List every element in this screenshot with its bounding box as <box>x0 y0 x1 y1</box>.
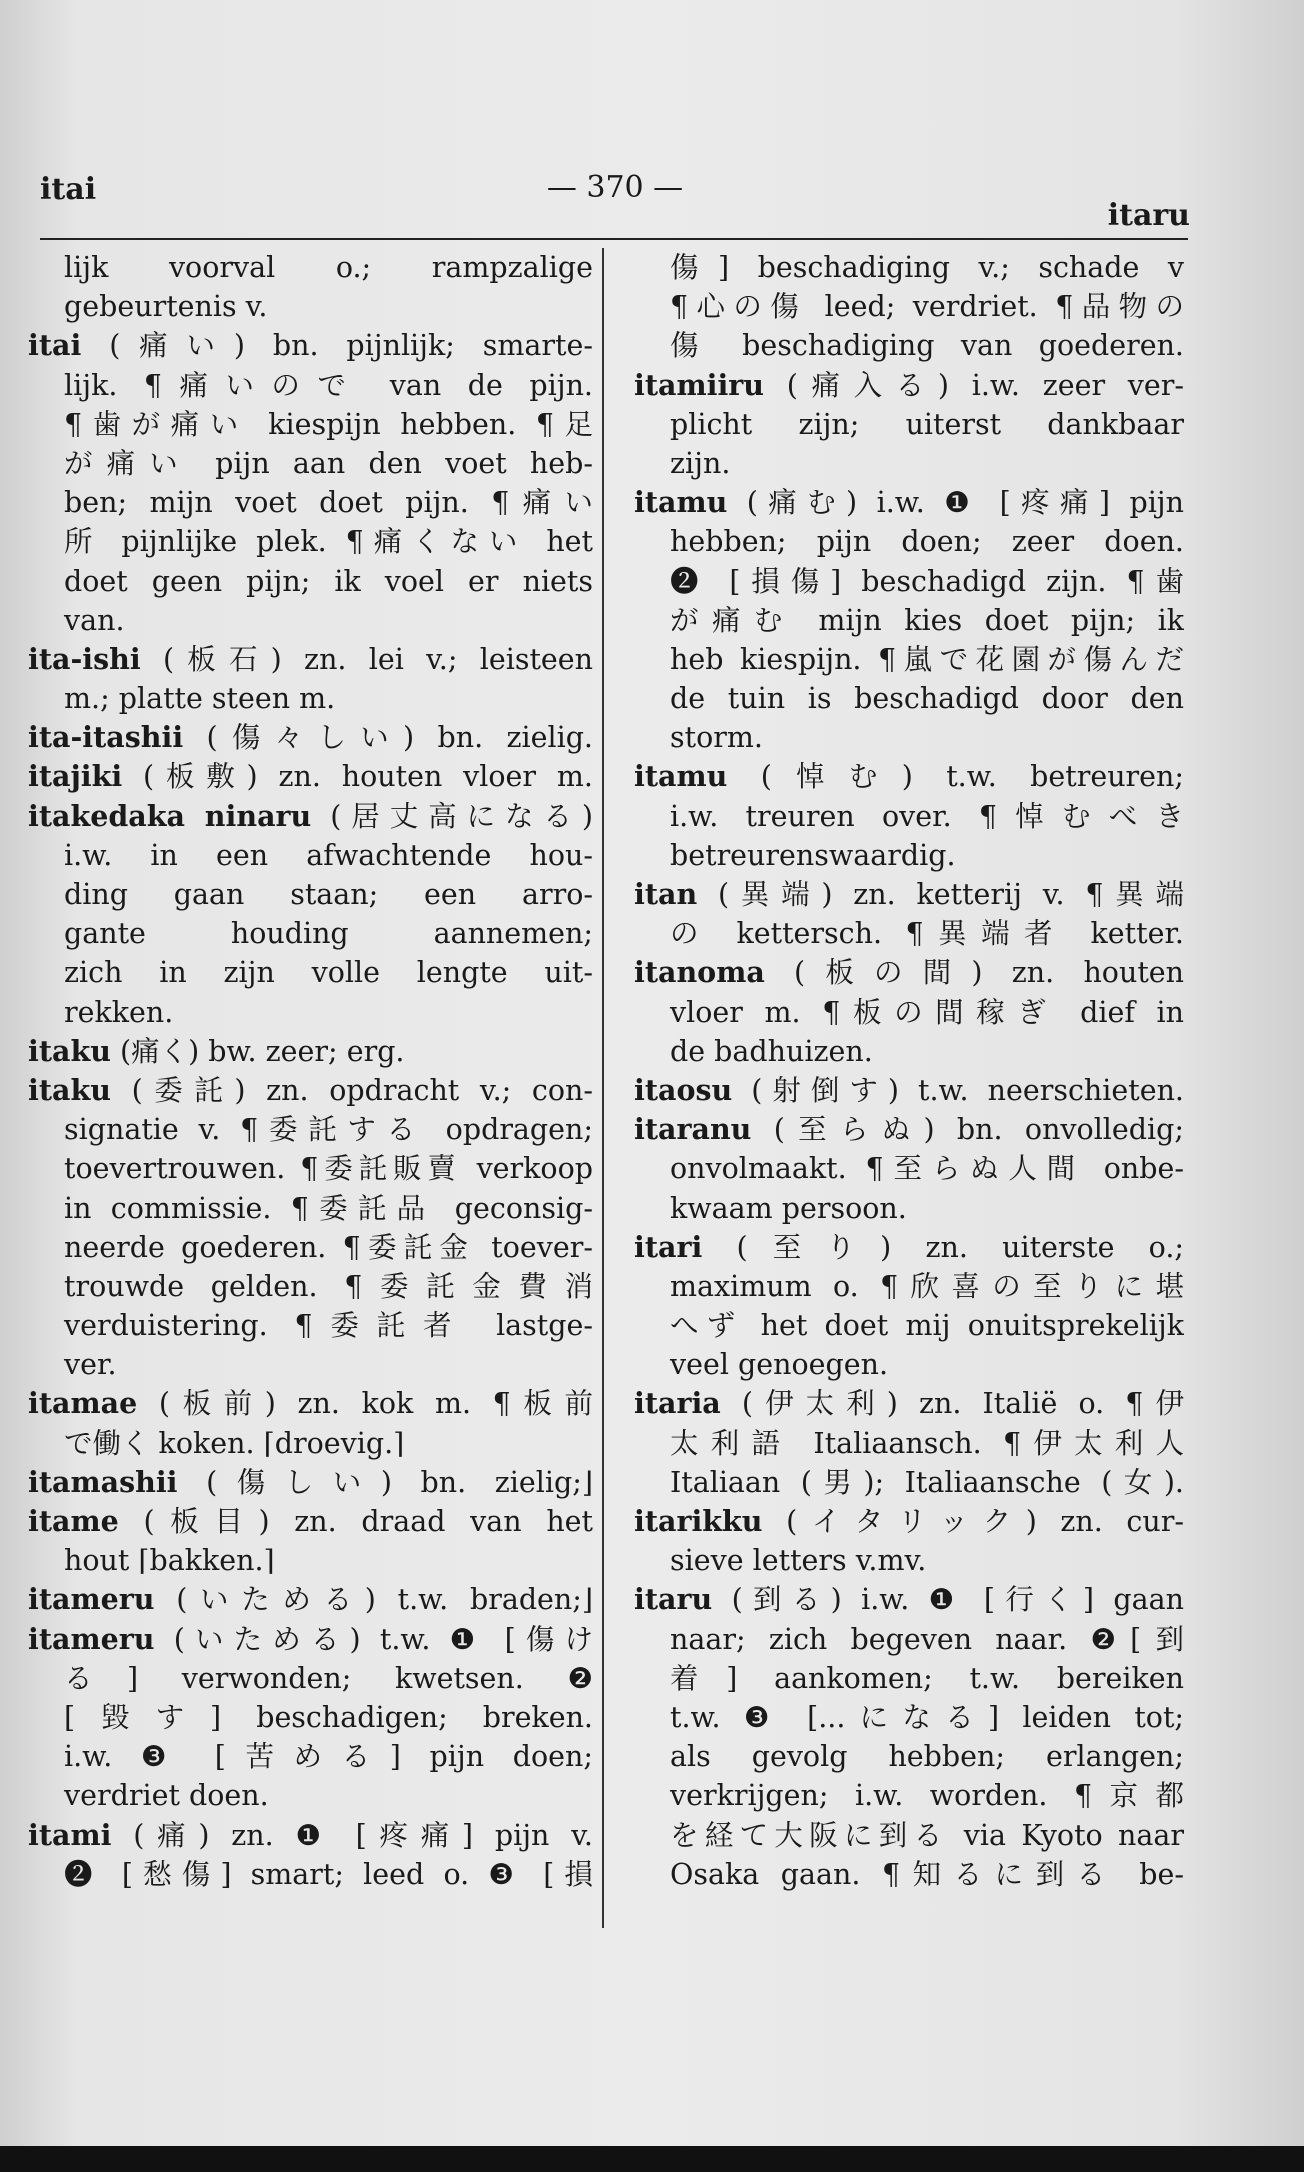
text-line <box>28 1698 593 1737</box>
left-guide-word: itai <box>40 172 97 207</box>
text-line <box>28 366 593 405</box>
headword: itajiki <box>28 759 123 794</box>
text-line <box>28 405 593 444</box>
headword: itan <box>634 877 698 911</box>
text-line <box>28 1110 593 1149</box>
entry-line <box>634 953 1184 992</box>
text-line <box>28 1424 593 1463</box>
headword: itai <box>28 328 82 363</box>
entry-text: kwaam persoon. <box>670 1191 907 1225</box>
entry-line <box>28 1502 593 1541</box>
text-line <box>634 1149 1184 1188</box>
text-line <box>634 601 1184 640</box>
headword: ita-itashii <box>28 720 184 755</box>
text-line <box>28 562 593 601</box>
entry-text: (痛く) bw. zeer; erg. <box>110 1034 405 1068</box>
right-column <box>634 248 1184 1894</box>
entry-text: (板石) zn. lei v.; leisteen <box>140 642 593 676</box>
entry-text: (いためる) t.w. braden;⌋ <box>154 1583 593 1617</box>
text-line <box>634 405 1184 444</box>
entry-text: lijk. ¶痛いので van de pijn. <box>64 368 593 402</box>
text-line <box>634 287 1184 326</box>
entry-line <box>28 718 593 757</box>
text-line <box>28 1659 593 1698</box>
text-line <box>28 1855 593 1894</box>
text-line <box>28 875 593 914</box>
entry-text: de badhuizen. <box>670 1034 873 1068</box>
entry-text: (委託) zn. opdracht v.; con- <box>110 1073 593 1107</box>
entry-text: neerde goederen. ¶委託金 toever- <box>64 1230 593 1264</box>
entry-text: storm. <box>670 721 763 755</box>
entry-text: lijk voorval o.; rampzalige <box>64 251 593 284</box>
headword: itarikku <box>634 1504 763 1538</box>
text-line <box>634 1306 1184 1345</box>
text-line <box>28 483 593 522</box>
headword: itakedaka ninaru <box>28 798 312 833</box>
text-line <box>28 1306 593 1345</box>
entry-line <box>28 1384 593 1423</box>
text-line <box>28 836 593 875</box>
entry-text: veel genoegen. <box>670 1348 889 1382</box>
entry-text: toevertrouwen. ¶委託販賣 verkoop <box>64 1152 593 1186</box>
text-line <box>28 1189 593 1228</box>
text-line <box>28 522 593 561</box>
entry-line <box>634 483 1184 522</box>
entry-text: へず het doet mij onuitsprekelijk <box>670 1309 1184 1343</box>
entry-text: (板の間) zn. houten <box>764 956 1184 990</box>
headword: itamae <box>28 1386 138 1421</box>
text-line <box>28 914 593 953</box>
entry-text: (痛い) bn. pijnlijk; smarte- <box>81 329 593 363</box>
entry-line <box>634 1384 1184 1423</box>
text-line <box>634 1267 1184 1306</box>
entry-text: が痛い pijn aan den voet heb- <box>64 446 593 480</box>
headword: itame <box>28 1504 119 1538</box>
text-line <box>28 953 593 992</box>
text-line <box>634 522 1184 561</box>
headword: ita-ishi <box>28 641 141 676</box>
entry-text: 太利語 Italiaansch. ¶伊太利人 <box>670 1426 1184 1460</box>
text-line <box>28 1776 593 1815</box>
page-header <box>40 160 1190 233</box>
entry-text: ben; mijn voet doet pijn. ¶痛い <box>64 486 593 520</box>
entry-text: で働く koken. ⌈droevig.⌉ <box>64 1426 405 1460</box>
headword: itami <box>28 1817 112 1852</box>
text-line <box>634 1855 1184 1894</box>
headword: itaranu <box>634 1112 752 1147</box>
text-line <box>28 993 593 1032</box>
text-line <box>634 640 1184 679</box>
entry-text: verduistering. ¶委託者 lastge- <box>64 1309 593 1343</box>
text-line <box>634 993 1184 1032</box>
text-line <box>28 1149 593 1188</box>
entry-text: の kettersch. ¶異端者 ketter. <box>670 917 1184 951</box>
entry-text: (痛入る) i.w. zeer ver- <box>764 368 1184 402</box>
text-line <box>634 1032 1184 1071</box>
entry-text: sieve letters v.mv. <box>670 1544 927 1578</box>
entry-text: gante houding aannemen; <box>64 917 593 951</box>
entry-text: als gevolg hebben; erlangen; <box>670 1740 1184 1774</box>
text-line <box>634 326 1184 365</box>
text-line <box>28 1737 593 1776</box>
headword: itaria <box>634 1386 721 1421</box>
text-line <box>28 601 593 640</box>
entry-line <box>28 757 593 796</box>
headword: itamiiru <box>634 367 765 402</box>
entry-line <box>634 1580 1184 1619</box>
entry-line <box>28 326 593 365</box>
text-line <box>634 1463 1184 1502</box>
headword: itaosu <box>634 1072 733 1107</box>
entry-line <box>28 640 593 679</box>
text-line <box>28 1228 593 1267</box>
headword: itamu <box>634 759 728 794</box>
entry-text: (板目) zn. draad van het <box>118 1505 593 1538</box>
text-line <box>634 1737 1184 1776</box>
entry-text: trouwde gelden. ¶委託金費消 <box>64 1269 593 1303</box>
entry-line <box>634 1502 1184 1541</box>
entry-text: (悼む) t.w. betreuren; <box>727 760 1184 794</box>
entry-text: t.w. ❸ [...になる] leiden tot; <box>670 1700 1184 1734</box>
entry-line <box>634 1110 1184 1149</box>
entry-text: [毀す] beschadigen; breken. <box>64 1700 593 1734</box>
headword: itamashii <box>28 1464 178 1499</box>
entry-line <box>28 1463 593 1502</box>
entry-text: rekken. <box>64 995 174 1029</box>
entry-line <box>634 875 1184 914</box>
entry-text: る] verwonden; kwetsen. ❷ <box>64 1661 593 1695</box>
entry-text: verkrijgen; i.w. worden. ¶京都 <box>670 1779 1184 1813</box>
entry-text: onvolmaakt. ¶至らぬ人間 onbe- <box>670 1152 1184 1186</box>
entry-text: betreurenswaardig. <box>670 838 956 872</box>
entry-text: i.w. treuren over. ¶悼むべき <box>670 799 1184 833</box>
text-line <box>28 287 593 326</box>
entry-text: (至らぬ) bn. onvolledig; <box>751 1113 1184 1147</box>
entry-text: 傷] beschadiging v.; schade v <box>670 251 1184 284</box>
text-line <box>28 248 593 287</box>
entry-text: 所 pijnlijke plek. ¶痛くない het <box>64 525 593 559</box>
text-line <box>634 718 1184 757</box>
text-line <box>634 797 1184 836</box>
entry-text: ¶心の傷 leed; verdriet. ¶品物の <box>670 290 1184 324</box>
entry-text: (痛) zn. ❶ [疼痛] pijn v. <box>111 1818 593 1852</box>
entry-text: (到る) i.w. ❶ [行く] gaan <box>712 1583 1184 1617</box>
entry-text: (傷しい) bn. zielig;⌋ <box>177 1465 593 1499</box>
entry-text: (いためる) t.w. ❶ [傷け <box>154 1622 593 1656</box>
entry-text: heb kiespijn. ¶嵐で花園が傷んだ <box>670 642 1184 676</box>
entry-text: (板前) zn. kok m. ¶板前 <box>137 1387 593 1421</box>
entry-text: (射倒す) t.w. neerschieten. <box>732 1073 1184 1107</box>
entry-text: de tuin is beschadigd door den <box>670 682 1184 716</box>
text-line <box>634 1189 1184 1228</box>
headword: itari <box>634 1229 703 1264</box>
entry-line <box>28 1580 593 1619</box>
entry-line <box>634 757 1184 796</box>
entry-text: doet geen pijn; ik voel er niets <box>64 564 593 598</box>
entry-line <box>28 1032 593 1071</box>
text-line <box>634 1659 1184 1698</box>
text-line <box>634 1620 1184 1659</box>
text-line <box>634 248 1184 287</box>
page-edge-shadow <box>0 2146 1304 2172</box>
text-line <box>634 1345 1184 1384</box>
entry-text: 傷 beschadiging van goederen. <box>670 329 1184 363</box>
entry-text: (居丈高になる) <box>311 799 593 833</box>
text-line <box>634 1424 1184 1463</box>
text-line <box>634 679 1184 718</box>
text-line <box>634 1698 1184 1737</box>
entry-text: (至り) zn. uiterste o.; <box>702 1230 1184 1264</box>
entry-text: in commissie. ¶委託品 geconsig- <box>64 1191 593 1225</box>
entry-text: m.; platte steen m. <box>64 682 336 716</box>
entry-line <box>28 1071 593 1110</box>
entry-text: naar; zich begeven naar. ❷[到 <box>670 1622 1184 1656</box>
entry-text: ver. <box>64 1348 117 1382</box>
right-guide-word: itaru <box>1107 198 1190 233</box>
entry-text: zich in zijn volle lengte uit- <box>64 956 593 990</box>
entry-text: i.w. ❸ [苦める] pijn doen; <box>64 1740 593 1774</box>
entry-text: i.w. in een afwachtende hou- <box>64 838 593 872</box>
entry-text: (異端) zn. ketterij v. ¶異端 <box>697 878 1184 911</box>
text-line <box>28 1267 593 1306</box>
entry-text: ❷ [愁傷] smart; leed o. ❸ [損 <box>64 1857 593 1891</box>
text-line <box>28 444 593 483</box>
entry-text: maximum o. ¶欣喜の至りに堪 <box>670 1269 1184 1303</box>
entry-text: zijn. <box>670 446 731 480</box>
text-line <box>634 444 1184 483</box>
text-line <box>28 679 593 718</box>
entry-text: を経て大阪に到る via Kyoto naar <box>670 1818 1184 1852</box>
entry-text: signatie v. ¶委託する opdragen; <box>64 1113 593 1147</box>
text-line <box>634 1776 1184 1815</box>
entry-text: Osaka gaan. ¶知るに到る be- <box>670 1857 1184 1891</box>
entry-line <box>28 797 593 836</box>
text-line <box>634 562 1184 601</box>
entry-text: (板敷) zn. houten vloer m. <box>122 760 593 794</box>
entry-text: (伊太利) zn. Italië o. ¶伊 <box>720 1387 1184 1421</box>
text-line <box>634 836 1184 875</box>
column-divider <box>602 248 604 1928</box>
text-line <box>634 1541 1184 1580</box>
text-line <box>28 1345 593 1384</box>
entry-text: 着] aankomen; t.w. bereiken <box>670 1661 1184 1695</box>
entry-text: vloer m. ¶板の間稼ぎ dief in <box>670 995 1184 1029</box>
text-line <box>634 1816 1184 1855</box>
entry-text: van. <box>64 603 125 637</box>
text-line <box>634 914 1184 953</box>
entry-text: が痛む mijn kies doet pijn; ik <box>670 603 1184 637</box>
entry-text: hout ⌈bakken.⌉ <box>64 1544 275 1578</box>
entry-line <box>634 366 1184 405</box>
left-column <box>28 248 593 1894</box>
headword: itaku <box>28 1033 111 1068</box>
text-line <box>28 1541 593 1580</box>
entry-line <box>28 1816 593 1855</box>
entry-text: ¶歯が痛い kiespijn hebben. ¶足 <box>64 407 593 441</box>
entry-text: plicht zijn; uiterst dankbaar <box>670 407 1184 441</box>
headword: itanoma <box>634 955 765 990</box>
headword: itaru <box>634 1582 713 1617</box>
entry-text: (イタリック) zn. cur- <box>762 1505 1184 1538</box>
entry-line <box>634 1228 1184 1267</box>
header-rule <box>40 238 1188 240</box>
entry-text: (痛む) i.w. ❶ [疼痛] pijn <box>727 486 1184 520</box>
headword: itamu <box>634 485 728 520</box>
entry-text: hebben; pijn doen; zeer doen. <box>670 525 1184 559</box>
entry-line <box>634 1071 1184 1110</box>
entry-text: verdriet doen. <box>64 1779 269 1813</box>
entry-line <box>28 1620 593 1659</box>
entry-text: gebeurtenis v. <box>64 290 268 324</box>
entry-text: (傷々しい) bn. zielig. <box>183 721 593 755</box>
entry-text: ❷ [損傷] beschadigd zijn. ¶歯 <box>670 564 1184 598</box>
headword: itameru <box>28 1582 155 1617</box>
page-number: — 370 — <box>546 170 684 205</box>
entry-text: Italiaan (男); Italiaansche (女). <box>670 1465 1184 1499</box>
headword: itameru <box>28 1621 155 1656</box>
headword: itaku <box>28 1072 111 1107</box>
entry-text: ding gaan staan; een arro- <box>64 878 593 911</box>
